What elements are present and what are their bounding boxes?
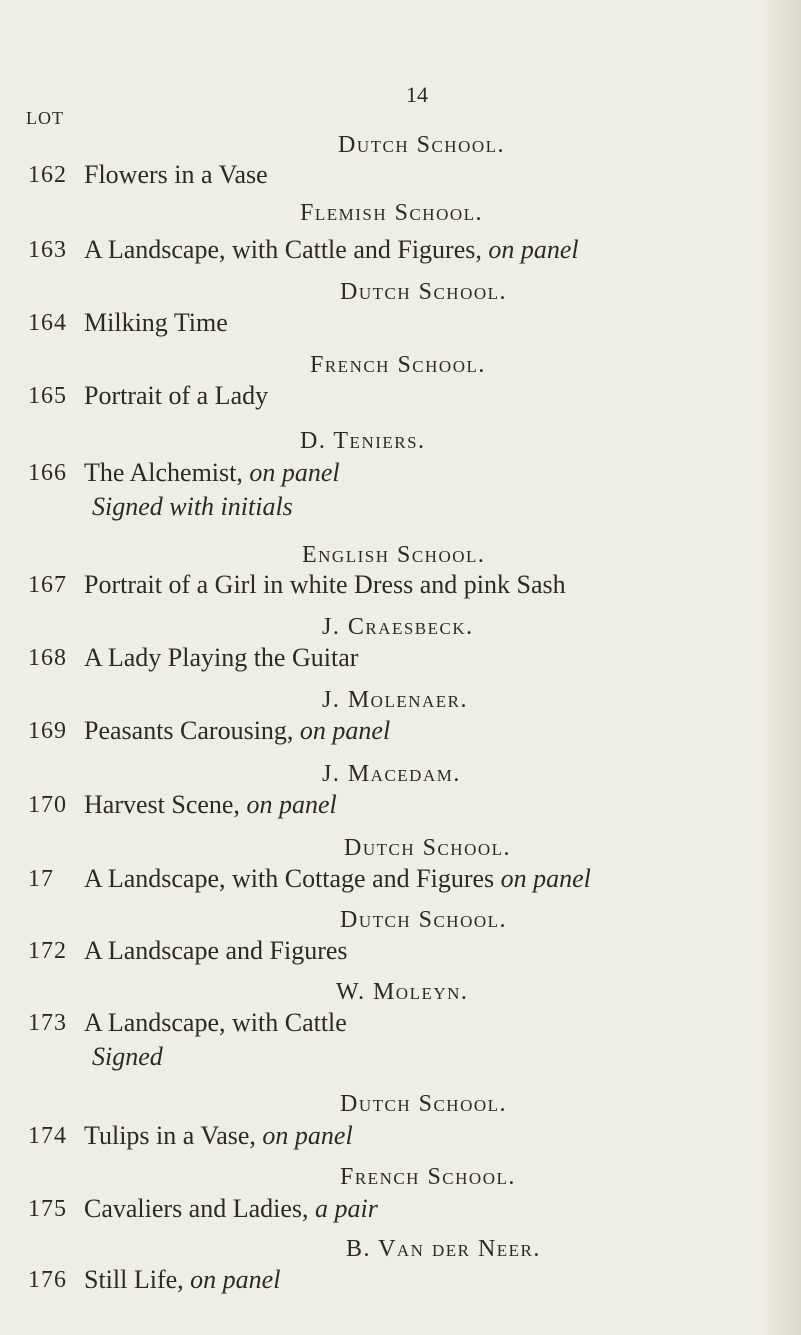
lot-number: 174: [28, 1123, 67, 1149]
lot-number: 17: [28, 866, 54, 892]
lot-column-label: LOT: [26, 108, 64, 128]
lot-title: Milking Time: [84, 308, 228, 337]
artist-name: Dutch School.: [338, 132, 506, 158]
artist-name: French School.: [310, 352, 486, 378]
artist-name: Dutch School.: [340, 279, 508, 305]
lot-title: A Landscape, with Cottage and Figures on panel: [84, 864, 591, 893]
lot-title: A Landscape, with Cattle: [84, 1008, 347, 1037]
lot-number: 170: [28, 792, 67, 818]
lot-title: Tulips in a Vase, on panel: [84, 1121, 353, 1150]
lot-number: 173: [28, 1010, 67, 1036]
lot-number: 163: [28, 237, 67, 263]
artist-name: W. Moleyn.: [336, 979, 469, 1005]
lot-number: 169: [28, 718, 67, 744]
artist-name: English School.: [302, 542, 486, 568]
lot-number: 172: [28, 938, 67, 964]
artist-name: Dutch School.: [340, 1091, 508, 1117]
artist-name: J. Craesbeck.: [322, 614, 474, 640]
lot-number: 166: [28, 460, 67, 486]
lot-number: 168: [28, 645, 67, 671]
artist-name: D. Teniers.: [300, 428, 426, 454]
lot-title: The Alchemist, on panel: [84, 458, 340, 487]
lot-number: 164: [28, 310, 67, 336]
lot-title: A Landscape and Figures: [84, 936, 348, 965]
artist-name: Flemish School.: [300, 200, 484, 226]
lot-title: A Landscape, with Cattle and Figures, on panel: [84, 235, 579, 264]
artist-name: Dutch School.: [340, 907, 508, 933]
lot-title: Flowers in a Vase: [84, 160, 268, 189]
lot-title: Portrait of a Girl in white Dress and pink Sash: [84, 570, 566, 599]
lot-number: 176: [28, 1267, 67, 1293]
artist-name: J. Molenaer.: [322, 687, 469, 713]
lot-note: Signed: [92, 1042, 163, 1071]
artist-name: French School.: [340, 1164, 516, 1190]
lot-number: 165: [28, 383, 67, 409]
artist-name: J. Macedam.: [322, 761, 461, 787]
artist-name: B. Van der Neer.: [346, 1236, 541, 1262]
lot-title: Still Life, on panel: [84, 1265, 281, 1294]
lot-title: Peasants Carousing, on panel: [84, 716, 391, 745]
lot-number: 167: [28, 572, 67, 598]
artist-name: Dutch School.: [344, 835, 512, 861]
lot-title: Cavaliers and Ladies, a pair: [84, 1194, 378, 1223]
lot-title: A Lady Playing the Guitar: [84, 643, 359, 672]
page-edge-shadow: [761, 0, 801, 1335]
lot-title: Harvest Scene, on panel: [84, 790, 337, 819]
page-number: 14: [406, 82, 428, 107]
lot-number: 175: [28, 1196, 67, 1222]
lot-title: Portrait of a Lady: [84, 381, 269, 410]
lot-note: Signed with initials: [92, 492, 293, 521]
lot-number: 162: [28, 162, 67, 188]
